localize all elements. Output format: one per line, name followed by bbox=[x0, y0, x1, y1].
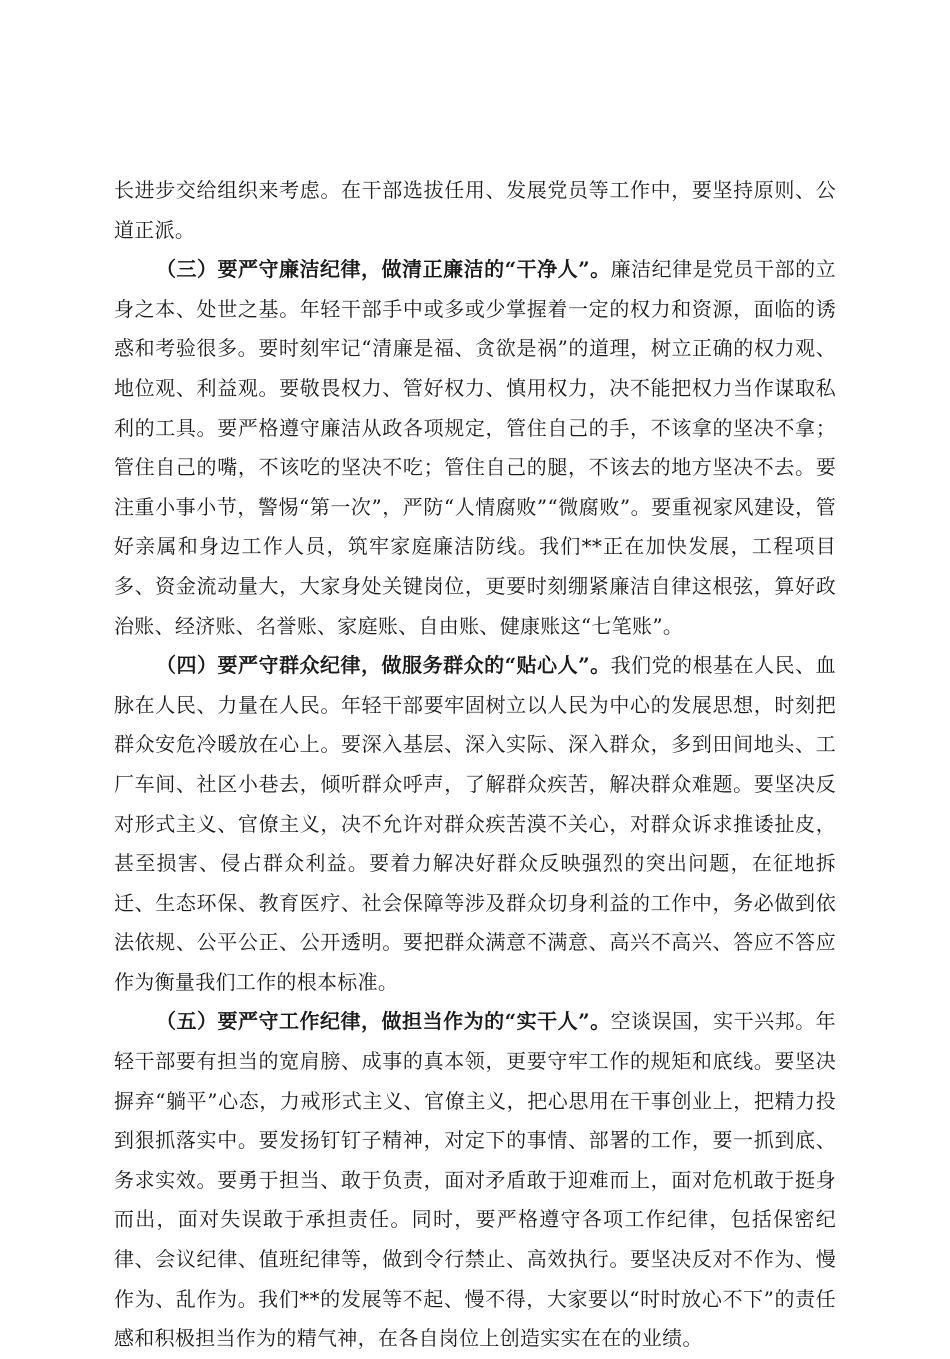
paragraph-integrity-discipline bbox=[114, 250, 836, 646]
section-heading-4: （四）要严守群众纪律，做服务群众的“贴心人”。 bbox=[156, 653, 611, 678]
paragraph-text: 我们党的根基在人民、血脉在人民、力量在人民。年轻干部要牢固树立以人民为中心的发展思想，时刻把群众安危冷暖放在心上。要深入基层、深入实际、深入群众，多到田间地头、工厂车间、社区小巷去，倾听群众呼声，了解群众疾苦，解决群众难题。要坚决反对形式主义、官僚主义，决不允许对群众疾苦漠不关心，对群众诉求推诿扯皮，甚至损害、侵占群众利益。要着力解决好群众反映强烈的突出问题，在征地拆迁、生态环保、教育医疗、社会保障等涉及群众切身利益的工作中，务必做到依法依规、公平公正、公开透明。要把群众满意不满意、高兴不高兴、答应不答应作为衡量我们工作的根本标准。 bbox=[114, 653, 836, 994]
paragraph-work-discipline bbox=[114, 1002, 836, 1358]
document-body bbox=[114, 171, 836, 1359]
section-heading-5: （五）要严守工作纪律，做担当作为的“实干人”。 bbox=[156, 1009, 611, 1034]
section-heading-3: （三）要严守廉洁纪律，做清正廉洁的“干净人”。 bbox=[156, 257, 611, 282]
paragraph-text: 廉洁纪律是党员干部的立身之本、处世之基。年轻干部手中或多或少掌握着一定的权力和资源，面临的诱惑和考验很多。要时刻牢记“清廉是福、贪欲是祸”的道理，树立正确的权力观、地位观、利益观。要敬畏权力、管好权力、慎用权力，决不能把权力当作谋取私利的工具。要严格遵守廉洁从政各项规定，管住自己的手，不该拿的坚决不拿；管住自己的嘴，不该吃的坚决不吃；管住自己的腿，不该去的地方坚决不去。要注重小事小节，警惕“第一次”，严防“人情腐败”“微腐败”。要重视家风建设，管好亲属和身边工作人员，筑牢家庭廉洁防线。我们**正在加快发展，工程项目多、资金流动量大，大家身处关键岗位，更要时刻绷紧廉洁自律这根弦，算好政治账、经济账、名誉账、家庭账、自由账、健康账这“七笔账”。 bbox=[114, 257, 836, 638]
paragraph-mass-discipline bbox=[114, 646, 836, 1002]
paragraph-text: 空谈误国，实干兴邦。年轻干部要有担当的宽肩膀、成事的真本领，更要守牢工作的规矩和底线。要坚决摒弃“躺平”心态，力戒形式主义、官僚主义，把心思用在干事创业上，把精力投到狠抓落实中。要发扬钉钉子精神，对定下的事情、部署的工作，要一抓到底、务求实效。要勇于担当、敢于负责，面对矛盾敢于迎难而上，面对危机敢于挺身而出，面对失误敢于承担责任。同时，要严格遵守各项工作纪律，包括保密纪律、会议纪律、值班纪律等，做到令行禁止、高效执行。要坚决反对不作为、慢作为、乱作为。我们**的发展等不起、慢不得，大家要以“时时放心不下”的责任感和积极担当作为的精气神，在各自岗位上创造实实在在的业绩。 bbox=[114, 1009, 836, 1351]
paragraph-continuation bbox=[114, 171, 836, 250]
paragraph-text: 长进步交给组织来考虑。在干部选拔任用、发展党员等工作中，要坚持原则、公道正派。 bbox=[114, 178, 836, 242]
